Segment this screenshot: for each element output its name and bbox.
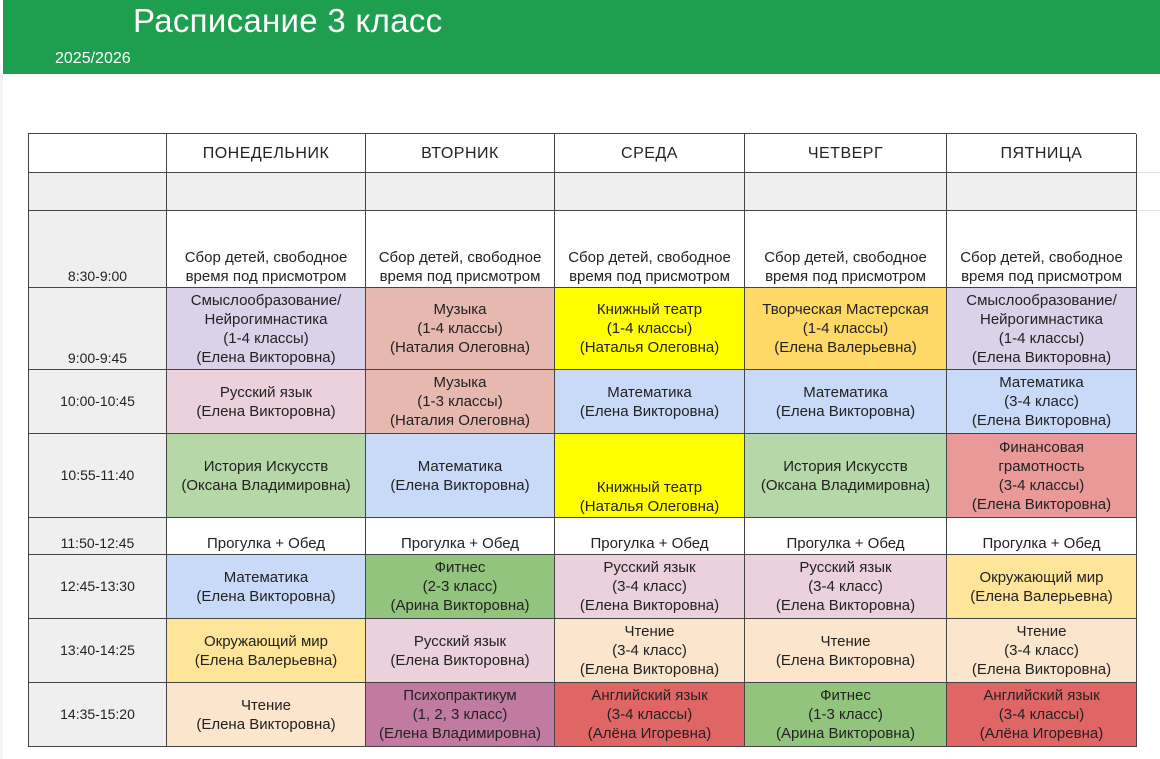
empty-cell[interactable] (555, 173, 745, 211)
day-header-friday[interactable]: ПЯТНИЦА (947, 134, 1137, 173)
lesson-cell[interactable]: Чтение (3-4 класс) (Елена Викторовна) (947, 619, 1137, 683)
time-cell[interactable]: 10:55-11:40 (29, 434, 167, 518)
lesson-cell[interactable]: Прогулка + Обед (366, 518, 555, 555)
time-cell[interactable]: 13:40-14:25 (29, 619, 167, 683)
lesson-cell[interactable]: Сбор детей, свободное время под присмотром (947, 211, 1137, 288)
lesson-cell[interactable]: Сбор детей, свободное время под присмотром (167, 211, 366, 288)
time-cell[interactable]: 11:50-12:45 (29, 518, 167, 555)
empty-cell[interactable] (29, 173, 167, 211)
lesson-cell[interactable]: Математика (Елена Викторовна) (167, 555, 366, 619)
header-bar (3, 0, 1160, 74)
lesson-cell[interactable]: Книжный театр (1-4 классы) (Наталья Олеговна) (555, 288, 745, 370)
sheet-left-edge (0, 74, 3, 759)
lesson-cell[interactable]: Прогулка + Обед (555, 518, 745, 555)
lesson-cell[interactable]: Русский язык (3-4 класс) (Елена Викторовна) (555, 555, 745, 619)
lesson-cell[interactable]: Русский язык (Елена Викторовна) (167, 370, 366, 434)
lesson-cell[interactable]: Сбор детей, свободное время под присмотром (555, 211, 745, 288)
empty-cell[interactable] (745, 173, 947, 211)
lesson-cell[interactable]: Прогулка + Обед (167, 518, 366, 555)
sheet-gridline (1136, 172, 1160, 173)
lesson-cell[interactable]: Сбор детей, свободное время под присмотром (745, 211, 947, 288)
time-cell[interactable]: 8:30-9:00 (29, 211, 167, 288)
day-header-thursday[interactable]: ЧЕТВЕРГ (745, 134, 947, 173)
empty-cell[interactable] (366, 173, 555, 211)
lesson-cell[interactable]: Прогулка + Обед (947, 518, 1137, 555)
lesson-cell[interactable]: Окружающий мир (Елена Валерьевна) (947, 555, 1137, 619)
empty-cell[interactable] (167, 173, 366, 211)
time-cell[interactable]: 14:35-15:20 (29, 683, 167, 747)
lesson-cell[interactable]: Музыка (1-3 классы) (Наталия Олеговна) (366, 370, 555, 434)
time-cell[interactable]: 10:00-10:45 (29, 370, 167, 434)
time-cell[interactable]: 12:45-13:30 (29, 555, 167, 619)
lesson-cell[interactable]: Русский язык (3-4 класс) (Елена Викторовна) (745, 555, 947, 619)
lesson-cell[interactable]: История Искусств (Оксана Владимировна) (167, 434, 366, 518)
lesson-cell[interactable]: Финансовая грамотность (3-4 классы) (Елена Викторовна) (947, 434, 1137, 518)
lesson-cell[interactable]: Математика (3-4 класс) (Елена Викторовна) (947, 370, 1137, 434)
lesson-cell[interactable]: Смыслообразование/ Нейрогимнастика (1-4 классы) (Елена Викторовна) (167, 288, 366, 370)
day-header-tuesday[interactable]: ВТОРНИК (366, 134, 555, 173)
lesson-cell[interactable]: Чтение (3-4 класс) (Елена Викторовна) (555, 619, 745, 683)
lesson-cell[interactable]: Английский язык (3-4 классы) (Алёна Игоревна) (555, 683, 745, 747)
school-year: 2025/2026 (55, 50, 131, 67)
lesson-cell[interactable]: Английский язык (3-4 классы) (Алёна Игоревна) (947, 683, 1137, 747)
sheet-gridline (1136, 210, 1160, 211)
lesson-cell[interactable]: Математика (Елена Викторовна) (745, 370, 947, 434)
lesson-cell[interactable]: Окружающий мир (Елена Валерьевна) (167, 619, 366, 683)
lesson-cell[interactable]: Прогулка + Обед (745, 518, 947, 555)
lesson-cell[interactable]: История Искусств (Оксана Владимировна) (745, 434, 947, 518)
lesson-cell[interactable]: Русский язык (Елена Викторовна) (366, 619, 555, 683)
lesson-cell[interactable]: Математика (Елена Викторовна) (366, 434, 555, 518)
lesson-cell[interactable]: Книжный театр (Наталья Олеговна) (555, 434, 745, 518)
lesson-cell[interactable]: Смыслообразование/ Нейрогимнастика (1-4 классы) (Елена Викторовна) (947, 288, 1137, 370)
day-header-monday[interactable]: ПОНЕДЕЛЬНИК (167, 134, 366, 173)
lesson-cell[interactable]: Сбор детей, свободное время под присмотром (366, 211, 555, 288)
lesson-cell[interactable]: Чтение (Елена Викторовна) (167, 683, 366, 747)
lesson-cell[interactable]: Фитнес (2-3 класс) (Арина Викторовна) (366, 555, 555, 619)
lesson-cell[interactable]: Чтение (Елена Викторовна) (745, 619, 947, 683)
empty-cell[interactable] (947, 173, 1137, 211)
time-cell[interactable]: 9:00-9:45 (29, 288, 167, 370)
lesson-cell[interactable]: Математика (Елена Викторовна) (555, 370, 745, 434)
page-title: Расписание 3 класс (133, 2, 443, 39)
lesson-cell[interactable]: Музыка (1-4 классы) (Наталия Олеговна) (366, 288, 555, 370)
corner-cell[interactable] (29, 134, 167, 173)
lesson-cell[interactable]: Психопрактикум (1, 2, 3 класс) (Елена Владимировна) (366, 683, 555, 747)
lesson-cell[interactable]: Фитнес (1-3 класс) (Арина Викторовна) (745, 683, 947, 747)
schedule-table (28, 133, 1136, 747)
day-header-wednesday[interactable]: СРЕДА (555, 134, 745, 173)
lesson-cell[interactable]: Творческая Мастерская (1-4 классы) (Елена Валерьевна) (745, 288, 947, 370)
